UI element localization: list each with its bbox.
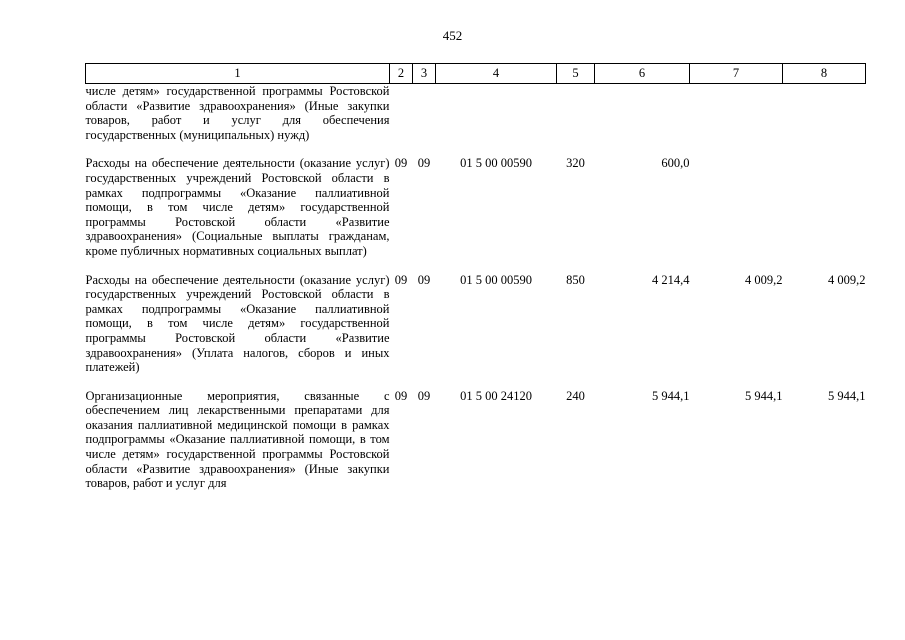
amount-year-3: 4 009,2 [828,272,866,287]
header-row [86,64,866,84]
amount-year-3 [783,156,866,272]
amount-year-2 [690,84,783,157]
amount-year-2 [690,156,783,272]
row-description: числе детям» государственной программы Ростовской области «Развитие здравоохранения» (Иные закупки товаров, работ и услуг для обеспечения государственных (муниципальных) нужд) [85,84,390,142]
expense-type-code: 240 [566,388,585,403]
amount-year-1: 600,0 [661,156,690,171]
expense-type-code: 850 [566,272,585,287]
row-description: Организационные мероприятия, связанные с обеспечением лиц лекарственными препаратами для оказания паллиативной медицинской помощи в рамках подпрограммы «Оказание паллиативной помощи, в том числе детям» государственной программы Ростовской области «Развитие здравоохранения» (Иные закупки товаров, работ и услуг для [85,388,390,491]
amount-year-1: 5 944,1 [652,388,690,403]
amount-year-3 [783,84,866,157]
column-header-8: 8 [783,64,866,84]
section-code: 09 [394,272,408,287]
column-header-2: 2 [390,64,413,84]
table-row [86,156,866,272]
row-description: Расходы на обеспечение деятельности (оказание услуг) государственных учреждений Ростовской области в рамках подпрограммы «Оказание паллиативной помощи, в том числе детям» государственной программы Ростовской области «Развитие здравоохранения» (Социальные выплаты гражданам, кроме публичных нормативных социальных выплат) [85,156,390,258]
target-article-code: 01 5 00 00590 [460,156,532,171]
subsection-code: 09 [417,388,431,403]
column-header-4: 4 [436,64,557,84]
table-row [86,84,866,157]
section-code: 09 [394,388,408,403]
amount-year-2: 4 009,2 [745,272,783,287]
subsection-code: 09 [417,156,431,171]
amount-year-1: 4 214,4 [652,272,690,287]
page-number: 452 [442,28,463,43]
amount-year-3: 5 944,1 [828,388,866,403]
column-header-5: 5 [557,64,595,84]
column-header-1: 1 [86,64,390,84]
amount-year-2: 5 944,1 [745,388,783,403]
expense-type-code: 320 [566,156,585,171]
column-header-3: 3 [413,64,436,84]
budget-table [85,63,866,491]
expense-type-code [557,84,595,157]
subsection-code: 09 [417,272,431,287]
row-description: Расходы на обеспечение деятельности (оказание услуг) государственных учреждений Ростовской области в рамках подпрограммы «Оказание паллиативной помощи, в том числе детям» государственной программы Ростовской области «Развитие здравоохранения» (Уплата налогов, сборов и иных платежей) [85,272,390,375]
target-article-code: 01 5 00 24120 [460,388,532,403]
subsection-code [413,84,436,157]
table-row [86,273,866,389]
column-header-6: 6 [595,64,690,84]
column-header-7: 7 [690,64,783,84]
table-row [86,389,866,491]
section-code: 09 [394,156,408,171]
section-code [390,84,413,157]
target-article-code: 01 5 00 00590 [460,272,532,287]
target-article-code [436,84,557,157]
amount-year-1 [595,84,690,157]
